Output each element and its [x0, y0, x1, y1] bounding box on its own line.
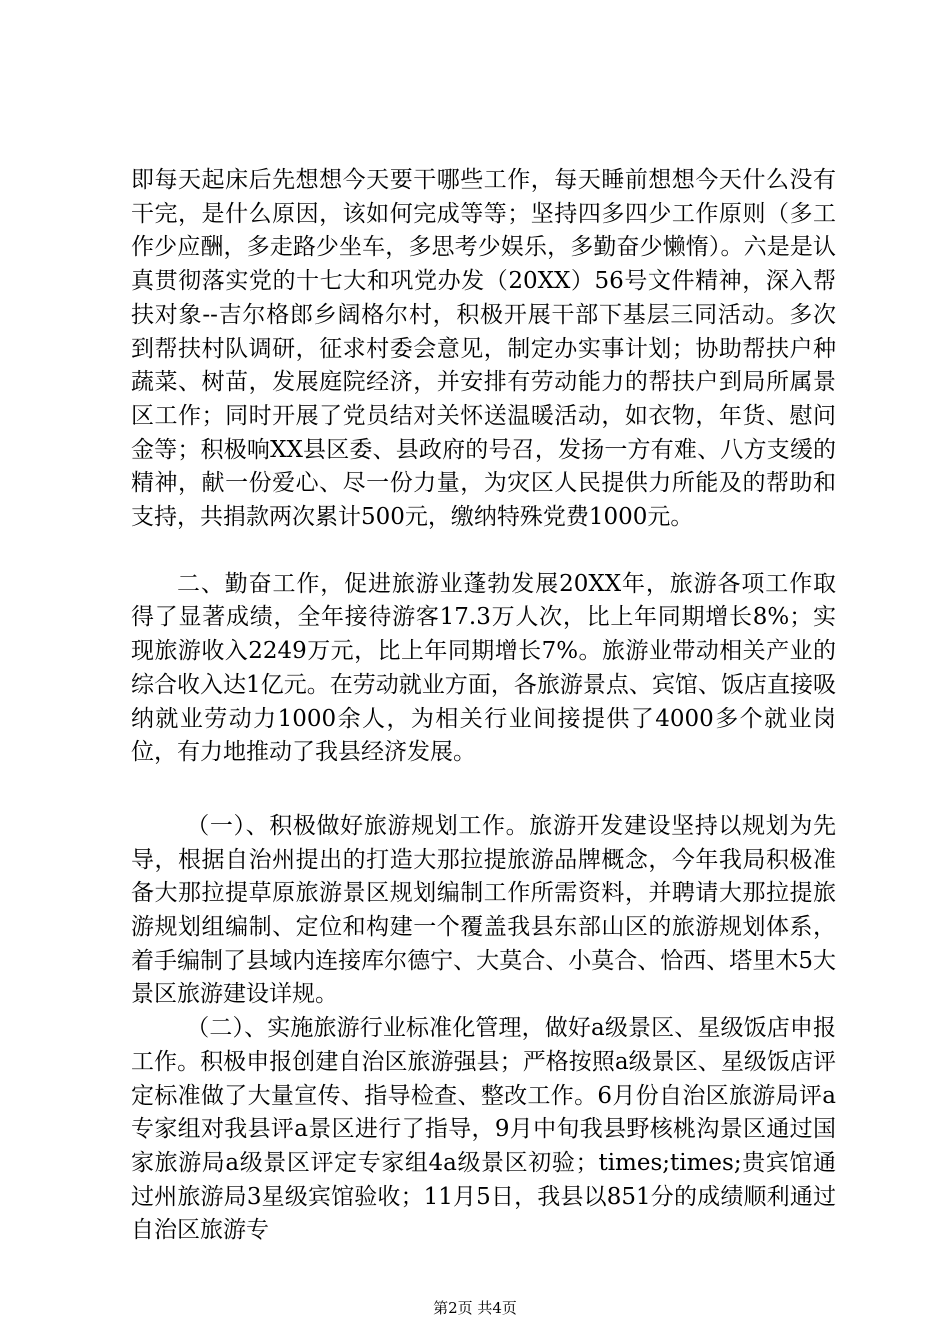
paragraph-section-two: 二、勤奋工作，促进旅游业蓬勃发展20XX年，旅游各项工作取得了显著成绩，全年接待游客17.3万人次，比上年同期增长8%；实现旅游收入2249万元，比上年同期增长7%。旅游业带动相关产业的综合收入达1亿元。在劳动就业方面，各旅游景点、宾馆、饭店直接吸纳就业劳动力1000余人，为相关行业间接提供了4000多个就业岗位，有力地推动了我县经济发展。	[131, 570, 836, 766]
page-footer: 第2页 共4页	[433, 1299, 517, 1317]
document-body	[131, 164, 836, 1248]
paragraph-item-two: （二）、实施旅游行业标准化管理，做好a级景区、星级饭店申报工作。积极申报创建自治区旅游强县；严格按照a级景区、星级饭店评定标准做了大量宣传、指导检查、整改工作。6月份自治区旅游局评a专家组对我县评a景区进行了指导，9月中旬我县野核桃沟景区通过国家旅游局a级景区评定专家组4a级景区初验；times;times;贵宾馆通过州旅游局3星级宾馆验收；11月5日，我县以851分的成绩顺利通过自治区旅游专	[131, 1015, 836, 1244]
paragraph-item-one: （一）、积极做好旅游规划工作。旅游开发建设坚持以规划为先导，根据自治州提出的打造大那拉提旅游品牌概念，今年我局积极准备大那拉提草原旅游景区规划编制工作所需资料，并聘请大那拉提旅游规划组编制、定位和构建一个覆盖我县东部山区的旅游规划体系，着手编制了县域内连接库尔德宁、大莫合、小莫合、恰西、塔里木5大景区旅游建设详规。	[131, 812, 836, 1008]
paragraph-continuation: 即每天起床后先想想今天要干哪些工作，每天睡前想想今天什么没有干完，是什么原因，该如何完成等等；坚持四多四少工作原则（多工作少应酬，多走路少坐车，多思考少娱乐，多勤奋少懒惰）。六是是认真贯彻落实党的十七大和巩党办发（20XX）56号文件精神，深入帮扶对象--吉尔格郎乡阔格尔村，积极开展干部下基层三同活动。多次到帮扶村队调研，征求村委会意见，制定办实事计划；协助帮扶户种蔬菜、树苗，发展庭院经济，并安排有劳动能力的帮扶户到局所属景区工作；同时开展了党员结对关怀送温暖活动，如衣物，年货、慰问金等；积极响XX县区委、县政府的号召，发扬一方有难、八方支缓的精神，献一份爱心、尽一份力量，为灾区人民提供力所能及的帮助和支持，共捐款两次累计500元，缴纳特殊党费1000元。	[131, 167, 836, 531]
